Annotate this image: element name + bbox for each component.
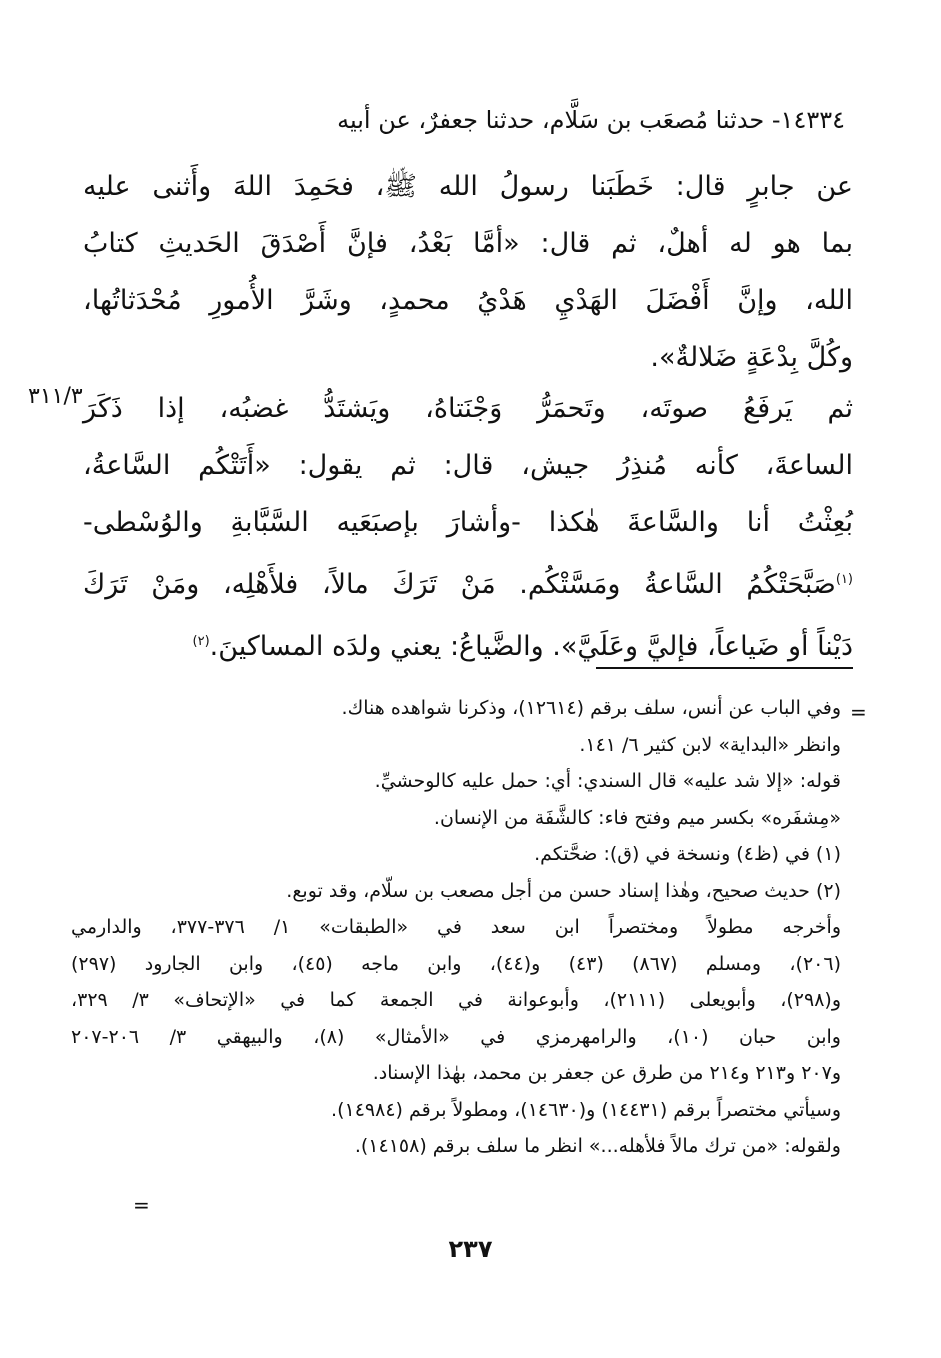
footnote-line: وأخرجه مطولاً ومختصراً ابن سعد في «الطبقات» ١/ ٣٧٦-٣٧٧، والدارمي: [71, 916, 841, 938]
footnote-line: «مِشفَره» بكسر ميم وفتح فاء: كالشَّفَة من الإنسان.: [433, 806, 841, 829]
continuation-mark-top: =: [850, 700, 867, 724]
text-line: بُعِثْتُ أنا والسَّاعةَ هٰكذا -وأشارَ بإصبَعَيه السَّبَّابةِ والوُسْطى-: [83, 507, 853, 538]
footnote-line: (٢) حديث صحيح، وهٰذا إسناد حسن من أجل مصعب بن سلّام، وقد توبع.: [286, 879, 841, 902]
footnotes: [71, 690, 841, 1165]
footnote-ref-2: (٢): [192, 634, 210, 649]
continuation-mark-bottom: =: [133, 1193, 150, 1217]
text-line: دَيْناً أو ضَياعاً، فإليَّ وعَلَيَّ». والضَّياعُ: يعني ولدَه المساكينَ.$^{(٢)}$: [192, 631, 853, 662]
footnote-line: وانظر «البداية» لابن كثير ٦/ ١٤١.: [579, 733, 841, 756]
text-line: ثم يَرفَعُ صوتَه، وتَحمَرُّ وَجْنَتاهُ، ويَشتَدُّ غضبُه، إذا ذَكَرَ: [83, 393, 853, 424]
hadith-paragraph-2: [83, 380, 853, 675]
footnote-line: وابن حبان (١٠)، والرامهرمزي في «الأمثال» (٨)، والبيهقي ٣/ ٢٠٦-٢٠٧: [71, 1025, 841, 1048]
footnote-line: و٢٠٧ و٢١٣ و٢١٤ من طرق عن جعفر بن محمد، بهٰذا الإسناد.: [372, 1062, 841, 1084]
footnote-separator: [596, 667, 853, 669]
hadith-paragraph-1: [83, 158, 853, 386]
page-number: ٢٣٧: [448, 1235, 493, 1263]
text-line: الساعةَ، كأنه مُنذِرُ جيش، قال: ثم يقول: «أَتَتْكُم السَّاعةُ،: [83, 450, 853, 481]
margin-volume-reference: ٣١١/٣: [28, 384, 83, 409]
footnote-line: قوله: «إلا شد عليه» قال السندي: أي: حمل عليه كالوحشيِّ.: [374, 770, 841, 792]
text-line: $^{(١)}$صَبَّحَتْكُمُ السَّاعةُ ومَسَّتْكُم. مَنْ تَرَكَ مالاً، فلأَهْلِه، ومَنْ تَرَكَ: [83, 569, 853, 600]
footnote-line: (١) في (ظ٤) ونسخة في (ق): ضحَّتكم.: [534, 843, 841, 865]
text-line: وكُلَّ بِدْعَةٍ ضَلالةٌ».: [650, 342, 853, 373]
footnote-line: وفي الباب عن أنس، سلف برقم (١٢٦١٤)، وذكرنا شواهده هناك.: [341, 697, 841, 719]
hadith-header: ١٤٣٣٤- حدثنا مُصعَب بن سَلَّام، حدثنا جعفرٌ، عن أبيه: [337, 106, 845, 134]
text-line: الله، وإنَّ أَفْضَلَ الهَدْيِ هَدْيُ محمدٍ، وشَرَّ الأُمورِ مُحْدَثاتُها،: [83, 285, 853, 316]
text-line: عن جابرٍ قال: خَطَبَنا رسولُ الله ﷺ، فحَمِدَ اللهَ وأَثنى عليه: [83, 171, 853, 202]
text-line: بما هو له أهلٌ، ثم قال: «أمَّا بَعْدُ، فإنَّ أَصْدَقَ الحَديثِ كتابُ: [83, 228, 853, 259]
footnote-line: ولقوله: «من ترك مالاً فلأهله...» انظر ما سلف برقم (١٤١٥٨).: [354, 1135, 841, 1157]
footnote-line: (٢٠٦)، ومسلم (٨٦٧) (٤٣) و(٤٤)، وابن ماجه (٤٥)، وابن الجارود (٢٩٧): [71, 952, 841, 975]
footnote-line: و(٢٩٨)، وأبويعلى (٢١١١)، وأبوعوانة في الجمعة كما في «الإتحاف» ٣/ ٣٢٩،: [71, 989, 841, 1011]
footnote-line: وسيأتي مختصراً برقم (١٤٤٣١) و(١٤٦٣٠)، ومطولاً برقم (١٤٩٨٤).: [331, 1098, 841, 1121]
footnote-ref-1: (١): [835, 572, 853, 587]
